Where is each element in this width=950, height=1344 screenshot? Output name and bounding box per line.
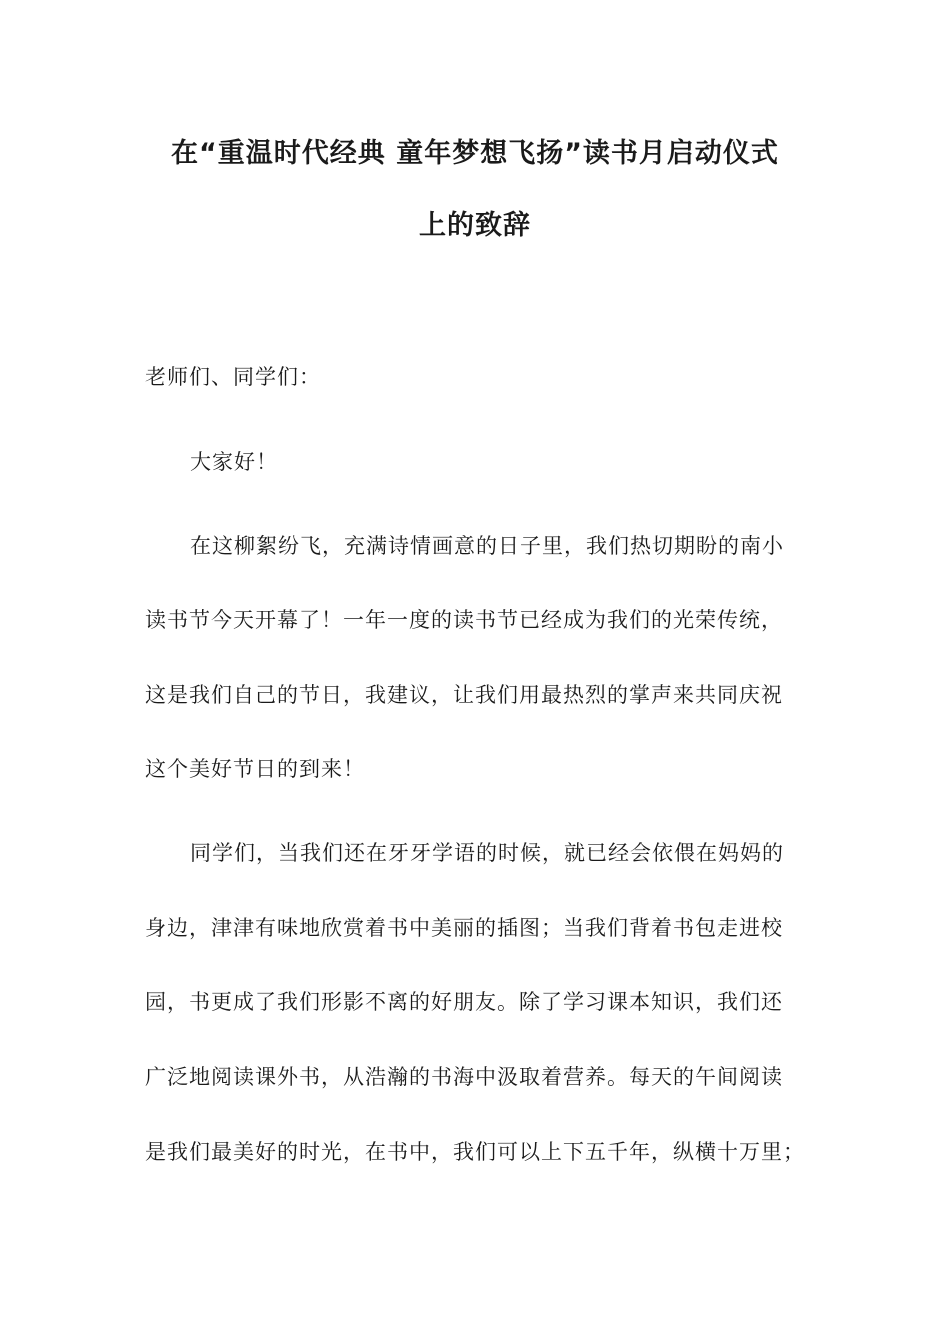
salutation: 老师们、同学们： (145, 365, 321, 389)
document-title-line-2: 上的致辞 (419, 210, 531, 241)
paragraph-2-line-3: 园，书更成了我们形影不离的好朋友。除了学习课本知识，我们还 (145, 990, 783, 1014)
paragraph-2-line-2: 身边，津津有味地欣赏着书中美丽的插图；当我们背着书包走进校 (145, 916, 783, 940)
paragraph-2-line-1: 同学们，当我们还在牙牙学语的时候，就已经会依偎在妈妈的 (190, 841, 784, 865)
greeting: 大家好！ (190, 450, 278, 474)
paragraph-2-line-5: 是我们最美好的时光，在书中，我们可以上下五千年，纵横十万里； (145, 1140, 805, 1164)
paragraph-1-line-3: 这是我们自己的节日，我建议，让我们用最热烈的掌声来共同庆祝 (145, 683, 783, 707)
document-title-line-1: 在“重温时代经典 童年梦想飞扬”读书月启动仪式 (171, 138, 779, 169)
paragraph-1-line-1: 在这柳絮纷飞，充满诗情画意的日子里，我们热切期盼的南小 (190, 534, 784, 558)
paragraph-1-line-2: 读书节今天开幕了！一年一度的读书节已经成为我们的光荣传统， (145, 608, 783, 632)
paragraph-2-line-4: 广泛地阅读课外书，从浩瀚的书海中汲取着营养。每天的午间阅读 (145, 1065, 783, 1089)
paragraph-1-line-4: 这个美好节日的到来！ (145, 757, 365, 781)
